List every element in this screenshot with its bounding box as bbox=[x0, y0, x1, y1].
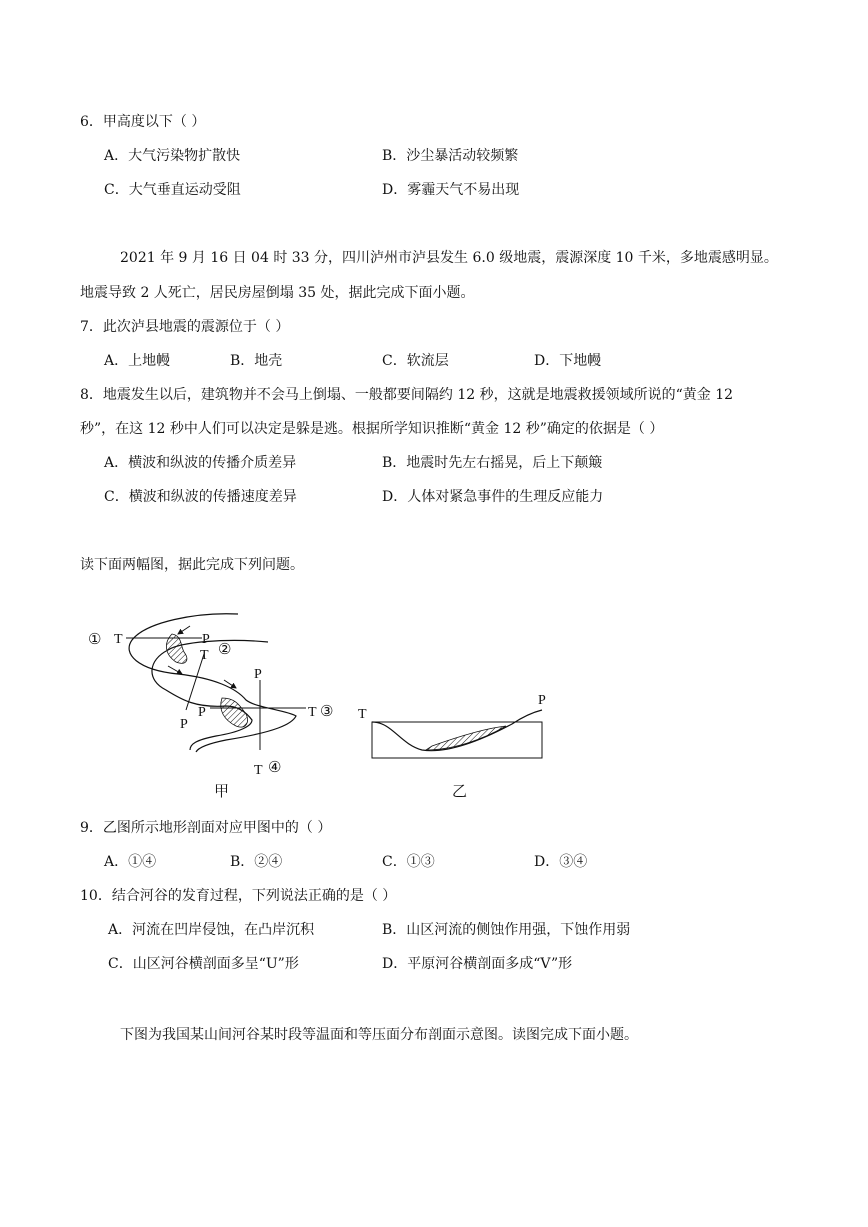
label-circle-4: ④ bbox=[268, 760, 282, 776]
q8-stem-line2: 秒”，在这 12 秒中人们可以决定是躲是逃。根据所学知识推断“黄金 12 秒”确定的依据是（ ） bbox=[80, 421, 664, 437]
caption-yi: 乙 bbox=[452, 784, 468, 800]
q9-option-d: D．③④ bbox=[534, 854, 588, 870]
q8-option-b: B．地震时先左右摇晃，后上下颠簸 bbox=[382, 455, 603, 471]
intro3-text: 下图为我国某山间河谷某时段等温面和等压面分布剖面示意图。读图完成下面小题。 bbox=[120, 1027, 638, 1043]
label-circle-2: ② bbox=[218, 642, 232, 658]
q7-stem: 7．此次泸县地震的震源位于（ ） bbox=[80, 319, 290, 335]
label-t-4: T bbox=[254, 763, 263, 778]
q6-option-a: A．大气污染物扩散快 bbox=[104, 148, 241, 164]
q8-option-c: C．横波和纵波的传播速度差异 bbox=[104, 489, 297, 505]
q7-option-d: D．下地幔 bbox=[534, 353, 602, 369]
label-t-2: T bbox=[200, 648, 209, 663]
q8-option-d: D．人体对紧急事件的生理反应能力 bbox=[382, 489, 604, 505]
intro2-text: 读下面两幅图，据此完成下列问题。 bbox=[80, 557, 304, 573]
label-circle-1: ① bbox=[88, 632, 102, 648]
q9-option-c: C．①③ bbox=[382, 854, 435, 870]
q7-option-c: C．软流层 bbox=[382, 353, 449, 369]
q9-option-a: A．①④ bbox=[104, 854, 157, 870]
intro1-line1: 2021 年 9 月 16 日 04 时 33 分，四川泸州市泸县发生 6.0 级地震，震源深度 10 千米，多地震感明显。 bbox=[120, 250, 778, 266]
q7-option-b: B．地壳 bbox=[230, 353, 283, 369]
q10-option-a: A．河流在凹岸侵蚀，在凸岸沉积 bbox=[108, 922, 315, 938]
q9-stem: 9．乙图所示地形剖面对应甲图中的（ ） bbox=[80, 820, 332, 836]
river-bank-inner bbox=[152, 640, 268, 750]
profile-label-p: P bbox=[538, 693, 546, 708]
river-meander-map-figure bbox=[86, 612, 356, 804]
caption-jia: 甲 bbox=[214, 784, 230, 800]
q10-option-b: B．山区河流的侧蚀作用强，下蚀作用弱 bbox=[382, 922, 631, 938]
q8-option-a: A．横波和纵波的传播介质差异 bbox=[104, 455, 297, 471]
sediment-deposit-2 bbox=[221, 698, 248, 727]
profile-deposit bbox=[426, 726, 506, 750]
label-p-2: P bbox=[254, 667, 262, 682]
label-circle-3: ③ bbox=[320, 704, 334, 720]
label-p-3: P bbox=[198, 705, 206, 720]
flow-arrow-3 bbox=[224, 680, 236, 688]
q10-stem: 10．结合河谷的发育过程，下列说法正确的是（ ） bbox=[80, 888, 397, 904]
q6-option-b: B．沙尘暴活动较频繁 bbox=[382, 148, 519, 164]
label-t-3: T bbox=[308, 705, 317, 720]
q6-option-d: D．雾霾天气不易出现 bbox=[382, 182, 520, 198]
flow-arrow-1 bbox=[178, 626, 190, 634]
q10-option-c: C．山区河谷横剖面多呈“U”形 bbox=[108, 956, 299, 972]
profile-label-t: T bbox=[358, 707, 367, 722]
q8-stem-line1: 8．地震发生以后，建筑物并不会马上倒塌、一般都要间隔约 12 秒，这就是地震救援领域所说的“黄金 12 bbox=[80, 387, 734, 403]
label-p-4: P bbox=[180, 717, 188, 732]
q7-option-a: A．上地幔 bbox=[104, 353, 171, 369]
q6-option-c: C．大气垂直运动受阻 bbox=[104, 182, 241, 198]
river-valley-profile-figure bbox=[352, 684, 556, 800]
label-p-1: P bbox=[202, 632, 210, 647]
intro1-line2: 地震导致 2 人死亡，居民房屋倒塌 35 处，据此完成下面小题。 bbox=[80, 285, 475, 301]
q9-option-b: B．②④ bbox=[230, 854, 283, 870]
q10-option-d: D．平原河谷横剖面多成“V”形 bbox=[382, 956, 573, 972]
river-bank-outer bbox=[129, 614, 296, 752]
q6-stem: 6．甲高度以下（ ） bbox=[80, 114, 206, 130]
label-t-1: T bbox=[114, 632, 123, 647]
